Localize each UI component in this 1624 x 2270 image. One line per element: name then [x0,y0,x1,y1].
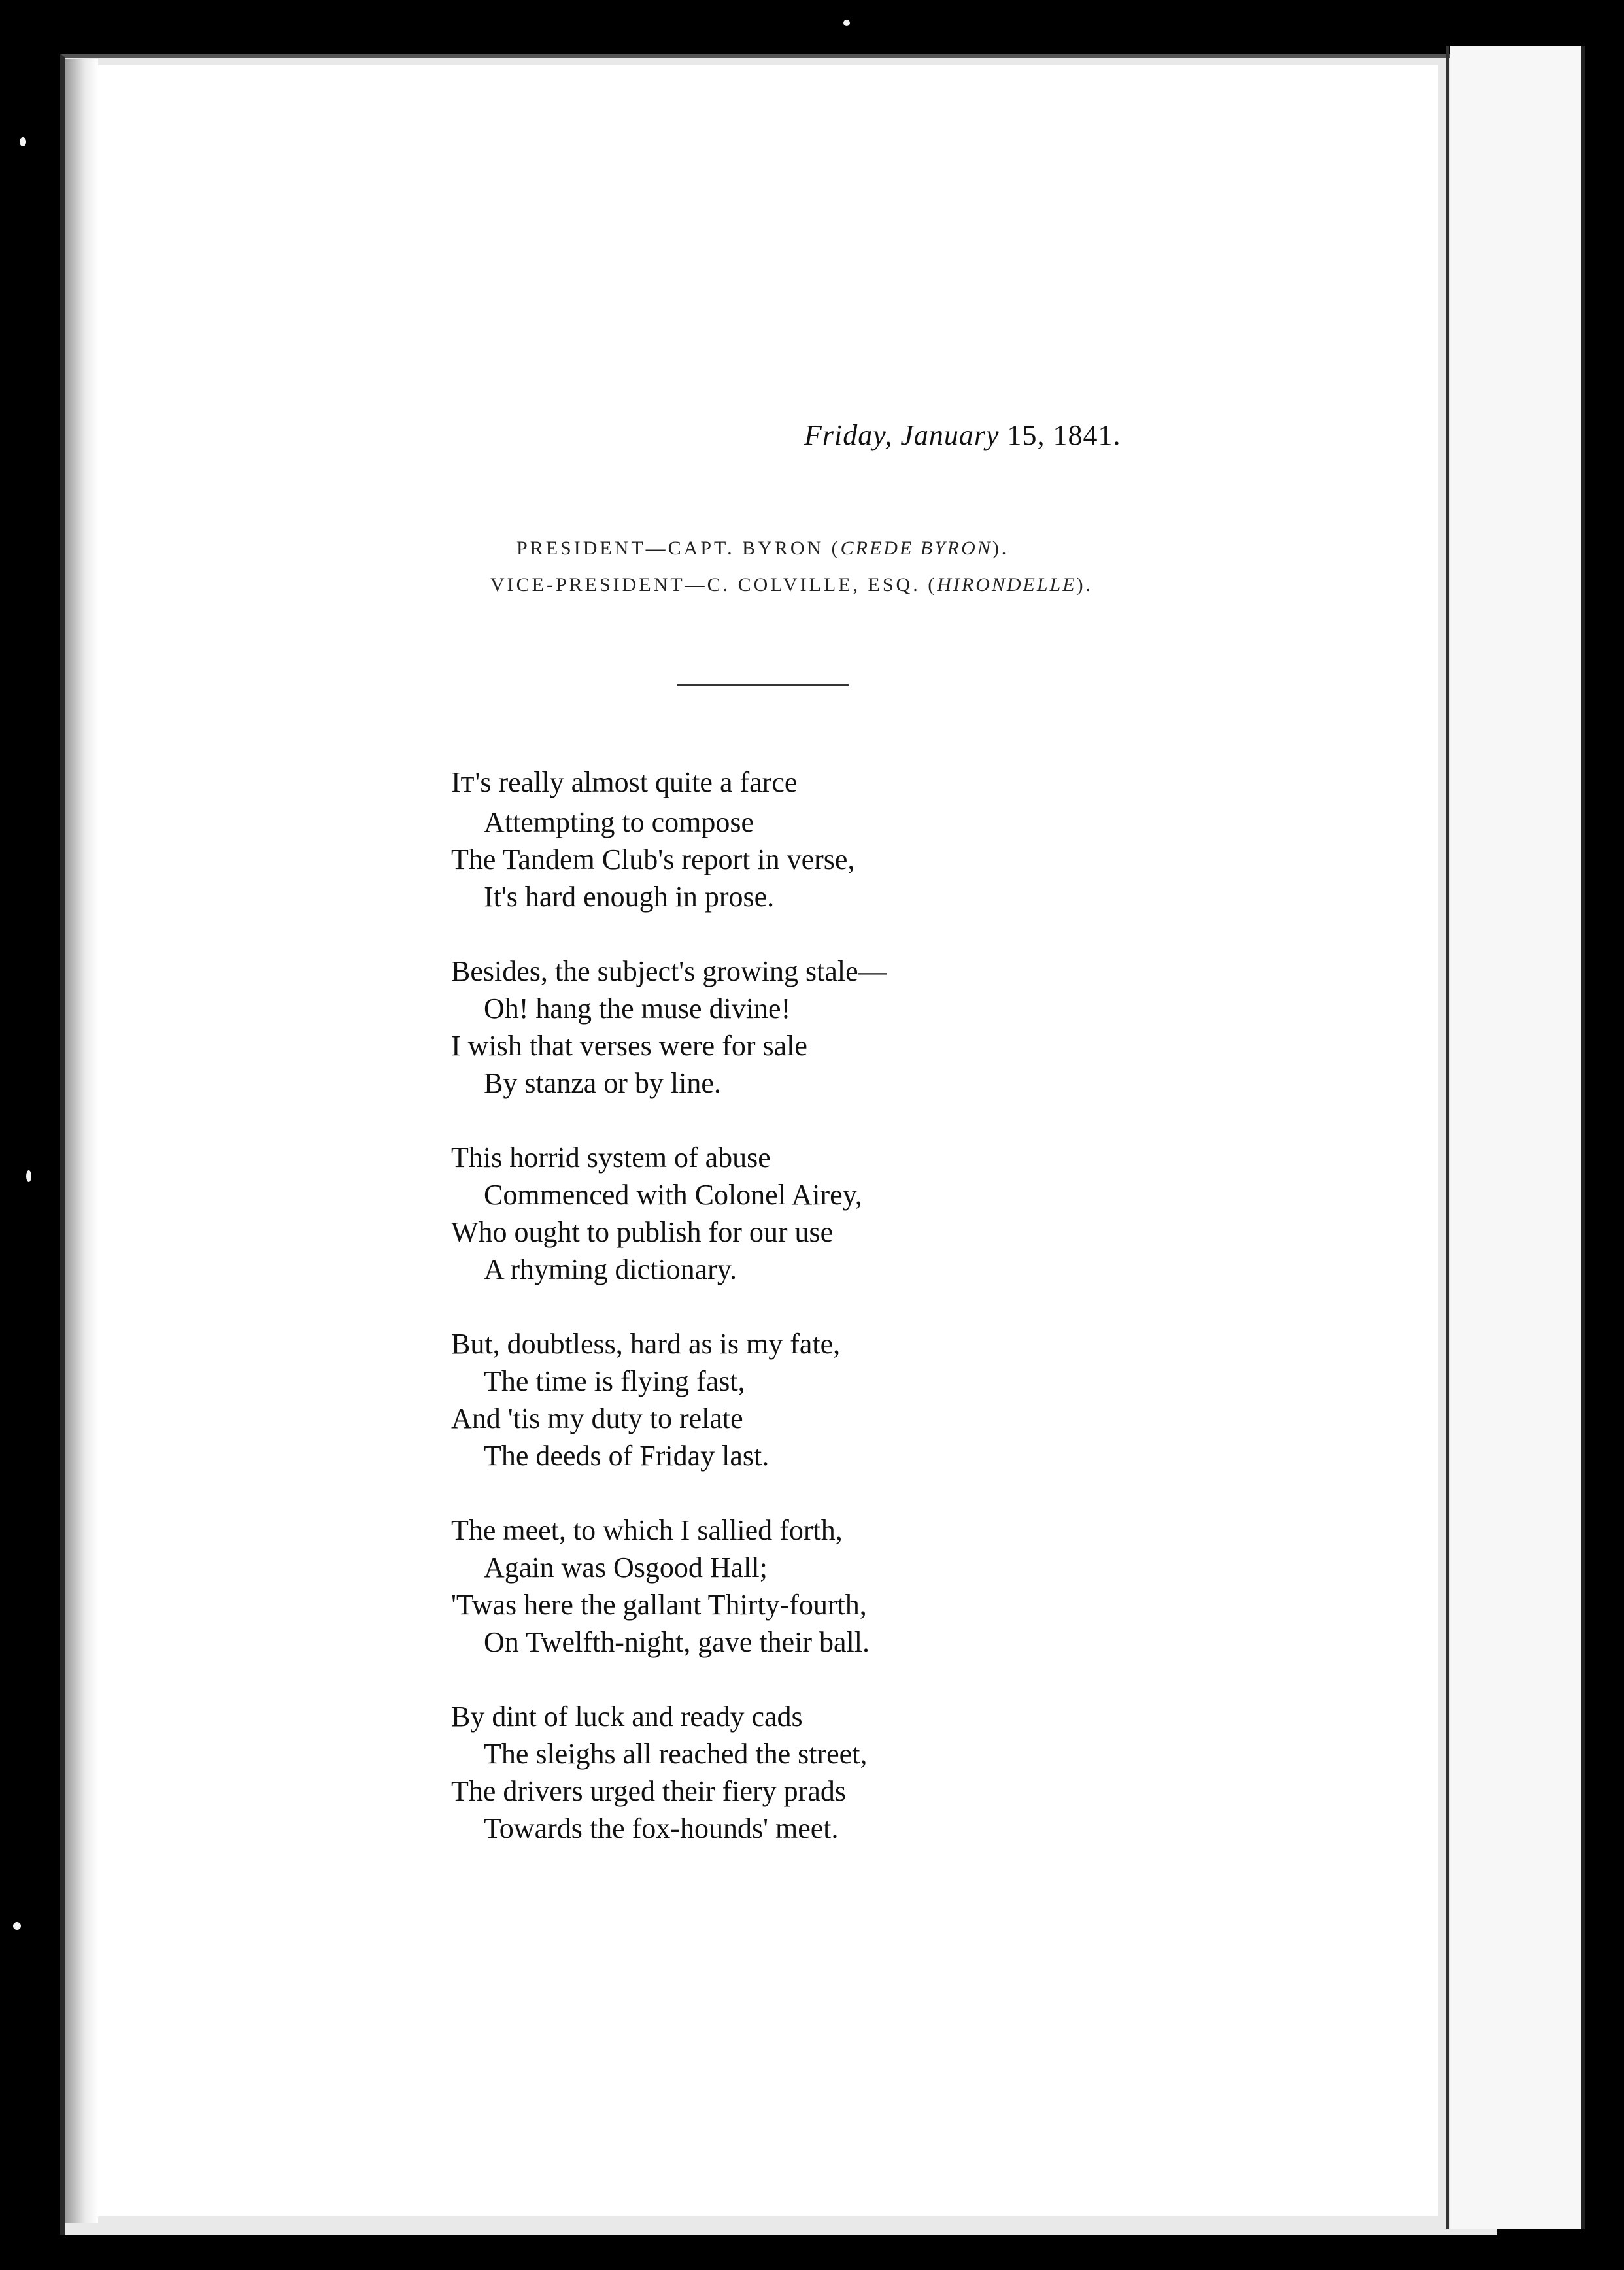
poem-line: Besides, the subject's growing stale— [451,955,887,987]
poem-line [451,764,1040,804]
stanza-6 [451,1698,1040,1847]
poem-line: It's hard enough in prose. [484,881,775,913]
poem-line: This horrid system of abuse [451,1142,771,1174]
stanza-4 [451,1325,1040,1474]
page-left-shadow [65,59,98,2223]
facing-page-edge [1450,46,1585,2229]
dateline-month: January [900,419,1000,451]
scan-speck [13,1922,21,1930]
binding-fold [1446,46,1449,2229]
poem-line: The time is flying fast, [484,1365,745,1397]
stanza-1 [451,764,1040,915]
stanza-5 [451,1512,1040,1661]
president-prefix: PRESIDENT—CAPT. BYRON ( [516,537,841,559]
section-rule [677,684,849,686]
poem-line: A rhyming dictionary. [484,1253,737,1285]
poem-line: And 'tis my duty to relate [451,1402,743,1434]
vice-president-line [490,574,1093,596]
first-letter: I [451,766,461,798]
poem-line: Towards the fox-hounds' meet. [484,1812,839,1844]
stanza-3 [451,1139,1040,1288]
vice-sleigh: HIRONDELLE [937,574,1077,596]
poem-line: By stanza or by line. [484,1067,721,1099]
poem-line: The Tandem Club's report in verse, [451,843,855,875]
poem-line: The drivers urged their fiery prads [451,1775,846,1807]
dateline [804,418,1121,452]
dateline-rest: 15, 1841. [1007,419,1121,451]
poem-line: But, doubtless, hard as is my fate, [451,1328,841,1360]
president-suffix: ). [992,537,1009,559]
poem [451,764,1040,1884]
poem-line: The deeds of Friday last. [484,1440,770,1472]
scan-speck [20,137,26,146]
scan-speck [26,1170,31,1182]
poem-line: Oh! hang the muse divine! [484,992,791,1025]
first-letter-smallcap: T [460,773,475,797]
vice-prefix: VICE-PRESIDENT—C. COLVILLE, ESQ. ( [490,574,938,596]
poem-line: By dint of luck and ready cads [451,1701,803,1733]
poem-line: Commenced with Colonel Airey, [484,1179,862,1211]
poem-line: 'Twas here the gallant Thirty-fourth, [451,1589,867,1621]
stanza-2 [451,953,1040,1102]
poem-line: Who ought to publish for our use [451,1216,834,1248]
president-line [516,537,1009,560]
poem-line: I wish that verses were for sale [451,1030,807,1062]
line-rest: 's really almost quite a farce [475,766,798,798]
poem-line: The sleighs all reached the street, [484,1738,868,1770]
poem-line: Again was Osgood Hall; [484,1551,768,1584]
vice-suffix: ). [1076,574,1094,596]
poem-line: Attempting to compose [484,806,754,838]
dateline-weekday: Friday, [804,419,893,451]
scan-speck [843,20,850,26]
poem-line: The meet, to which I sallied forth, [451,1514,843,1546]
president-sleigh: CREDE BYRON [840,537,992,559]
poem-line: On Twelfth-night, gave their ball. [484,1626,870,1658]
